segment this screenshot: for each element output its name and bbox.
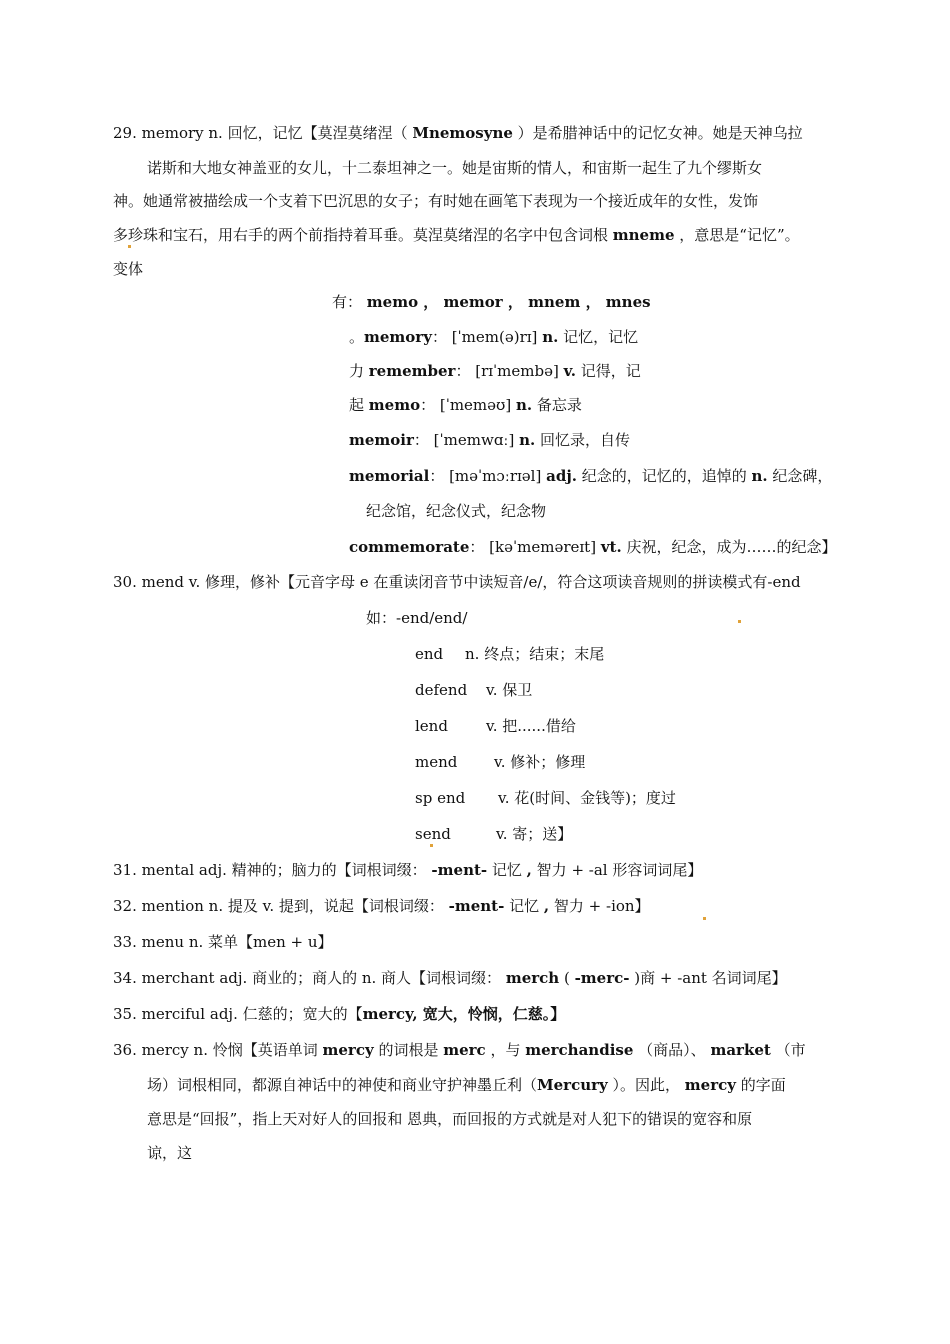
entry-36-line-4: 谅，这 [147, 1144, 193, 1162]
word-row: defend v. 保卫 [415, 681, 533, 699]
entry-29-line-3: 神。她通常被描绘成一个支着下巴沉思的女子；有时她在画笔下表现为一个接近成年的女性，发饰 [113, 192, 759, 210]
word-commemorate: commemorate： [kəˈmeməreɪt] vt. 庆祝，纪念，成为……的纪念】 [349, 538, 837, 556]
entry-36-line-1: 36. mercy n. 怜悯【英语单词 mercy 的词根是 merc ，与 merchandise （商品）、 market （市 [113, 1041, 806, 1059]
entry-36-line-2: 场）词根相同，都源自神话中的神使和商业守护神墨丘利（Mercury ）。因此， mercy 的字面 [147, 1076, 786, 1094]
annotation-marker [738, 620, 741, 623]
word-row: lend v. 把......借给 [415, 717, 576, 735]
word-memory: 。memory： [ˈmem(ə)rɪ] n. 记忆，记忆 [349, 328, 639, 346]
annotation-marker [703, 917, 706, 920]
entry-29-line-4: 多珍珠和宝石，用右手的两个前指持着耳垂。莫涅莫绪涅的名字中包含词根 mneme ，意思是“记忆”。 [113, 226, 800, 244]
entry-34: 34. merchant adj. 商业的；商人的 n. 商人【词根词缀： merch ( -merc- )商 + -ant 名词词尾】 [113, 969, 787, 987]
entry-36-line-3: 意思是“回报”，指上天对好人的回报和 恩典，而回报的方式就是对人犯下的错误的宽容和原 [147, 1110, 753, 1128]
annotation-marker [128, 245, 131, 248]
entry-29-variants: 有： memo ， memor ， mnem ， mnes [332, 293, 651, 311]
word-memorial: memorial： [məˈmɔːrɪəl] adj. 纪念的，记忆的，追悼的 n. 纪念碑， [349, 467, 833, 485]
word-memo: 起 memo： [ˈmeməʊ] n. 备忘录 [349, 396, 582, 414]
entry-29-line-5: 变体 [113, 260, 144, 278]
entry-35: 35. merciful adj. 仁慈的；宽大的【mercy, 宽大，怜悯，仁慈。】 [113, 1005, 566, 1023]
entry-31: 31. mental adj. 精神的；脑力的【词根词缀： -ment- 记忆 , 智力 + -al 形容词词尾】 [113, 861, 703, 879]
entry-30-line-1: 30. mend v. 修理，修补【元音字母 e 在重读闭音节中读短音/e/，符合这项读音规则的拼读模式有-end [113, 573, 801, 591]
word-memorial-cont: 纪念馆，纪念仪式，纪念物 [366, 502, 547, 520]
entry-32: 32. mention n. 提及 v. 提到，说起【词根词缀： -ment- 记忆 , 智力 + -ion】 [113, 897, 650, 915]
entry-30-line-2: 如：-end/end/ [366, 609, 468, 627]
word-row: mend v. 修补；修理 [415, 753, 586, 771]
annotation-marker [430, 844, 433, 847]
entry-29-line-1: 29. memory n. 回忆，记忆【莫涅莫绪涅（ Mnemosyne ）是希腊神话中的记忆女神。她是天神乌拉 [113, 124, 803, 142]
word-row: end n. 终点；结束；末尾 [415, 645, 605, 663]
word-row: sp end v. 花(时间、金钱等)；度过 [415, 789, 676, 807]
entry-33: 33. menu n. 菜单【men + u】 [113, 933, 333, 951]
word-memoir: memoir： [ˈmemwɑː] n. 回忆录，自传 [349, 431, 631, 449]
word-remember: 力 remember： [rɪˈmembə] v. 记得，记 [349, 362, 641, 380]
word-row: send v. 寄；送】 [415, 825, 573, 843]
entry-29-line-2: 诺斯和大地女神盖亚的女儿，十二泰坦神之一。她是宙斯的情人，和宙斯一起生了九个缪斯女 [147, 159, 763, 177]
